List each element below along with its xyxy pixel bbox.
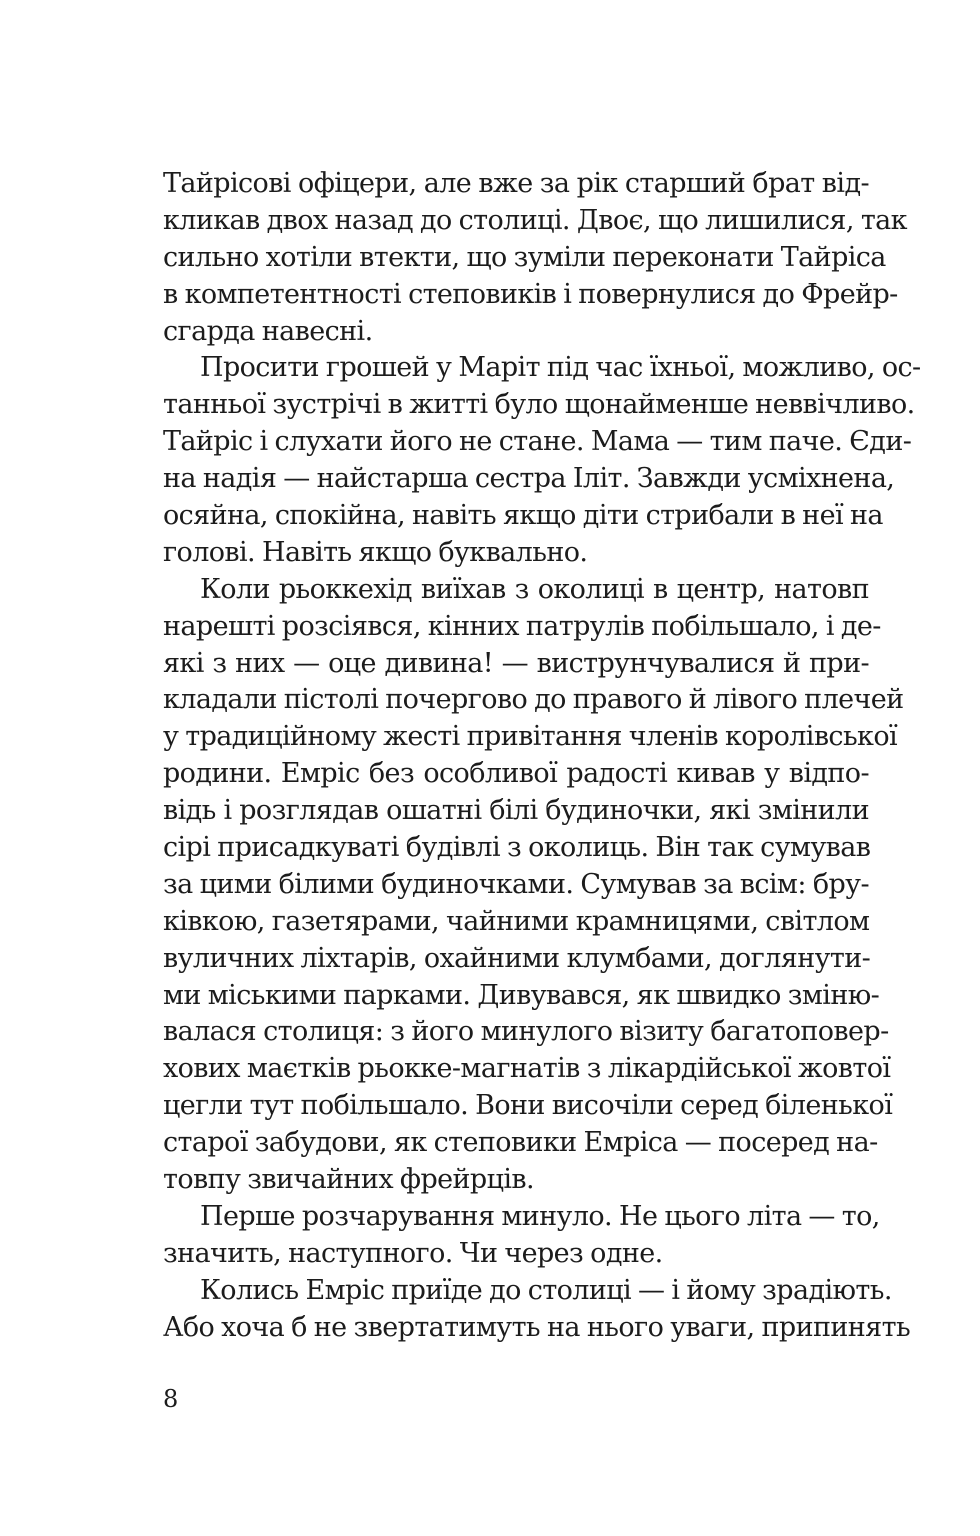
text-line: Або хоча б не звертатимуть на нього уваги, припинять — [163, 1311, 911, 1343]
text-line: ківкою, газетярами, чайними крамницями, світлом — [163, 905, 870, 937]
text-line: родини. Емріс без особливої радості кивав у відпо- — [163, 758, 869, 790]
text-line: Тайрісові офіцери, але вже за рік старший брат від- — [163, 168, 869, 199]
text-line: нарешті розсіявся, кінних патрулів побільшало, і де- — [163, 610, 881, 642]
text-line: сірі присадкуваті будівлі з околиць. Він так сумував — [163, 832, 871, 864]
text-line: танньої зустрічі в житті було щонайменше неввічливо. — [163, 389, 915, 421]
text-line: значить, наступного. Чи через одне. — [163, 1237, 663, 1269]
text-line: Коли рьоккехід виїхав з околиці в центр, натовп — [200, 573, 869, 605]
text-line: Перше розчарування минуло. Не цього літа — то, — [200, 1200, 880, 1232]
text-line: цегли тут побільшало. Вони височіли серед біленької — [163, 1090, 893, 1122]
text-line: сгарда навесні. — [163, 315, 373, 347]
text-line: Колись Емріс приїде до столиці — і йому зрадіють. — [200, 1274, 892, 1306]
text-line: кладали пістолі почергово до правого й лівого плечей — [163, 684, 904, 716]
text-line: Просити грошей у Маріт під час їхньої, можливо, ос- — [200, 352, 921, 384]
text-line: на надія — найстарша сестра Іліт. Завжди усміхнена, — [163, 463, 895, 495]
text-line: в компетентності степовиків і повернулися до Фрейр- — [163, 278, 898, 310]
text-line: Тайріс і слухати його не стане. Мама — тим паче. Єди- — [163, 426, 912, 458]
text-line: у традиційному жесті привітання членів королівської — [163, 721, 898, 753]
page-number: 8 — [163, 1385, 179, 1413]
text-line: за цими білими будиночками. Сумував за всім: бру- — [163, 868, 869, 900]
text-line: вуличних ліхтарів, охайними клумбами, доглянути- — [163, 942, 871, 974]
text-line: осяйна, спокійна, навіть якщо діти стрибали в неї на — [163, 500, 883, 532]
text-line: старої забудови, як степовики Емріса — посеред на- — [163, 1127, 878, 1159]
text-line: хових маєтків рьокке-магнатів з лікардійської жовтої — [163, 1053, 891, 1085]
text-line: кликав двох назад до столиці. Двоє, що лишилися, так — [163, 204, 907, 236]
text-line: ми міськими парками. Дивувався, як швидко зміню- — [163, 979, 880, 1011]
body-text — [163, 166, 921, 1347]
text-line: відь і розглядав ошатні білі будиночки, які змінили — [163, 795, 869, 827]
text-line: які з них — оце дивина! — виструнчувалися й при- — [163, 647, 869, 679]
text-line: валася столиця: з його минулого візиту багатоповер- — [163, 1016, 889, 1048]
text-line: голові. Навіть якщо буквально. — [163, 536, 588, 568]
text-line: сильно хотіли втекти, що зуміли переконати Тайріса — [163, 241, 886, 273]
text-line: товпу звичайних фрейрців. — [163, 1164, 534, 1196]
